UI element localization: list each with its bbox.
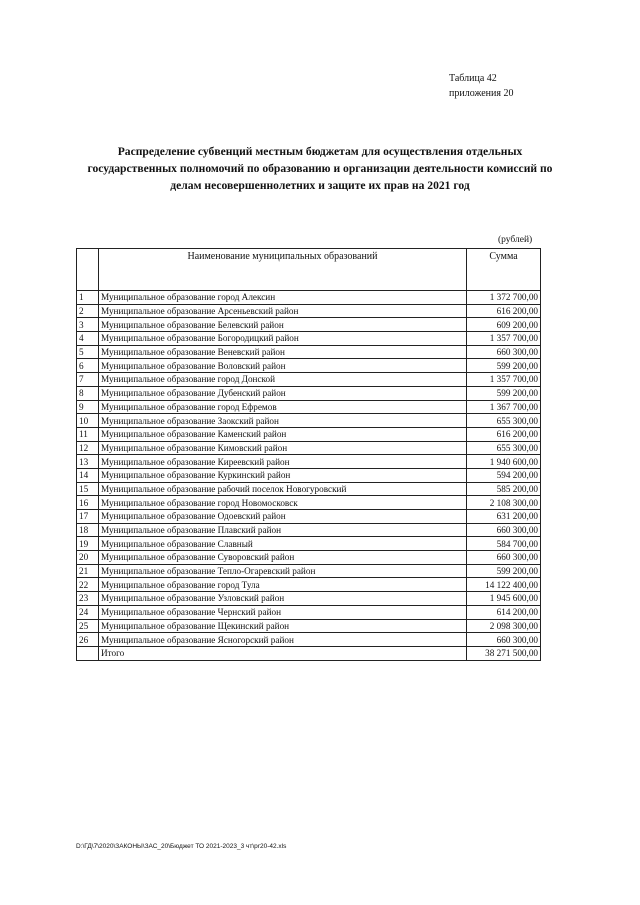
row-name: Муниципальное образование Узловский район — [99, 592, 467, 606]
row-number: 8 — [77, 386, 99, 400]
row-number: 22 — [77, 578, 99, 592]
row-amount: 14 122 400,00 — [467, 578, 541, 592]
row-amount: 599 200,00 — [467, 386, 541, 400]
row-name: Муниципальное образование Славный — [99, 537, 467, 551]
row-amount: 1 357 700,00 — [467, 332, 541, 346]
row-amount: 655 300,00 — [467, 441, 541, 455]
row-name: Муниципальное образование Куркинский район — [99, 468, 467, 482]
table-row — [77, 619, 541, 633]
row-name: Муниципальное образование рабочий поселок Новогуровский — [99, 482, 467, 496]
table-row — [77, 400, 541, 414]
row-amount: 614 200,00 — [467, 605, 541, 619]
row-amount: 616 200,00 — [467, 427, 541, 441]
row-name: Муниципальное образование Богородицкий район — [99, 332, 467, 346]
row-number: 9 — [77, 400, 99, 414]
row-name: Муниципальное образование Белевский район — [99, 318, 467, 332]
row-amount: 2 098 300,00 — [467, 619, 541, 633]
row-number: 12 — [77, 441, 99, 455]
table-row — [77, 359, 541, 373]
row-name: Муниципальное образование город Новомосковск — [99, 496, 467, 510]
row-name: Муниципальное образование Заокский район — [99, 414, 467, 428]
row-name: Итого — [99, 646, 467, 660]
table-row — [77, 386, 541, 400]
row-name: Муниципальное образование Щекинский район — [99, 619, 467, 633]
row-name: Муниципальное образование Дубенский район — [99, 386, 467, 400]
row-name: Муниципальное образование Суворовский район — [99, 551, 467, 565]
row-name: Муниципальное образование Чернский район — [99, 605, 467, 619]
row-amount: 660 300,00 — [467, 551, 541, 565]
table-row — [77, 291, 541, 305]
row-name: Муниципальное образование Плавский район — [99, 523, 467, 537]
table-row — [77, 482, 541, 496]
row-number: 21 — [77, 564, 99, 578]
row-amount: 2 108 300,00 — [467, 496, 541, 510]
row-amount: 1 367 700,00 — [467, 400, 541, 414]
row-amount: 599 200,00 — [467, 564, 541, 578]
table-body — [77, 291, 541, 661]
table-row — [77, 551, 541, 565]
row-name: Муниципальное образование Тепло-Огаревский район — [99, 564, 467, 578]
row-name: Муниципальное образование Арсеньевский район — [99, 304, 467, 318]
row-number: 10 — [77, 414, 99, 428]
row-number: 19 — [77, 537, 99, 551]
row-amount: 584 700,00 — [467, 537, 541, 551]
document-title: Распределение субвенций местным бюджетам для осуществления отдельных государственных полномочий по образованию и организации деятельности комиссий по делам несовершеннолетних и защите их прав на 2021 год — [87, 145, 553, 192]
table-row — [77, 564, 541, 578]
table-row — [77, 605, 541, 619]
row-number: 2 — [77, 304, 99, 318]
row-amount: 38 271 500,00 — [467, 646, 541, 660]
row-number: 1 — [77, 291, 99, 305]
table-number-label: Таблица 42 — [449, 73, 497, 84]
table-row — [77, 523, 541, 537]
row-name: Муниципальное образование город Тула — [99, 578, 467, 592]
row-number: 6 — [77, 359, 99, 373]
unit-label: (рублей) — [498, 235, 533, 245]
table-row — [77, 441, 541, 455]
table-row — [77, 496, 541, 510]
row-amount: 660 300,00 — [467, 523, 541, 537]
row-number: 16 — [77, 496, 99, 510]
table-row — [77, 304, 541, 318]
file-path-footer: D:\ГД\7\2020\ЗАКОНЫ\ЗАС_20\Бюджет ТО 2021-2023_3 чт\pr20-42.xls — [76, 843, 287, 850]
row-name: Муниципальное образование город Ефремов — [99, 400, 467, 414]
row-name: Муниципальное образование город Донской — [99, 373, 467, 387]
row-amount: 599 200,00 — [467, 359, 541, 373]
table-row — [77, 537, 541, 551]
row-number: 3 — [77, 318, 99, 332]
row-amount: 655 300,00 — [467, 414, 541, 428]
row-number: 26 — [77, 633, 99, 647]
row-number: 14 — [77, 468, 99, 482]
row-number: 24 — [77, 605, 99, 619]
row-amount: 1 357 700,00 — [467, 373, 541, 387]
row-number: 4 — [77, 332, 99, 346]
row-number: 23 — [77, 592, 99, 606]
table-header-row — [77, 249, 541, 291]
row-number: 11 — [77, 427, 99, 441]
row-name: Муниципальное образование Киреевский район — [99, 455, 467, 469]
table-row — [77, 455, 541, 469]
row-amount: 609 200,00 — [467, 318, 541, 332]
row-amount: 660 300,00 — [467, 345, 541, 359]
row-amount: 660 300,00 — [467, 633, 541, 647]
row-amount: 585 200,00 — [467, 482, 541, 496]
row-number: 5 — [77, 345, 99, 359]
row-number — [77, 646, 99, 660]
row-number: 25 — [77, 619, 99, 633]
row-name: Муниципальное образование Кимовский район — [99, 441, 467, 455]
row-number: 13 — [77, 455, 99, 469]
row-number: 18 — [77, 523, 99, 537]
table-row — [77, 332, 541, 346]
column-header-sum: Сумма — [467, 249, 541, 291]
table-row — [77, 468, 541, 482]
table-row — [77, 592, 541, 606]
row-amount: 594 200,00 — [467, 468, 541, 482]
row-name: Муниципальное образование Одоевский район — [99, 510, 467, 524]
appendix-label: приложения 20 — [449, 88, 514, 99]
row-number: 15 — [77, 482, 99, 496]
row-number: 20 — [77, 551, 99, 565]
budget-table — [76, 248, 541, 661]
row-amount: 1 372 700,00 — [467, 291, 541, 305]
table-total-row — [77, 646, 541, 660]
table-row — [77, 510, 541, 524]
row-name: Муниципальное образование город Алексин — [99, 291, 467, 305]
table-row — [77, 427, 541, 441]
column-header-name: Наименование муниципальных образований — [99, 249, 467, 291]
table-row — [77, 345, 541, 359]
row-name: Муниципальное образование Воловский район — [99, 359, 467, 373]
column-header-number — [77, 249, 99, 291]
row-name: Муниципальное образование Веневский район — [99, 345, 467, 359]
row-amount: 631 200,00 — [467, 510, 541, 524]
row-number: 7 — [77, 373, 99, 387]
row-amount: 1 940 600,00 — [467, 455, 541, 469]
row-amount: 1 945 600,00 — [467, 592, 541, 606]
row-name: Муниципальное образование Ясногорский район — [99, 633, 467, 647]
table-row — [77, 578, 541, 592]
header-labels — [449, 71, 513, 101]
row-amount: 616 200,00 — [467, 304, 541, 318]
table-row — [77, 633, 541, 647]
table-row — [77, 373, 541, 387]
row-number: 17 — [77, 510, 99, 524]
table-row — [77, 318, 541, 332]
row-name: Муниципальное образование Каменский район — [99, 427, 467, 441]
table-row — [77, 414, 541, 428]
